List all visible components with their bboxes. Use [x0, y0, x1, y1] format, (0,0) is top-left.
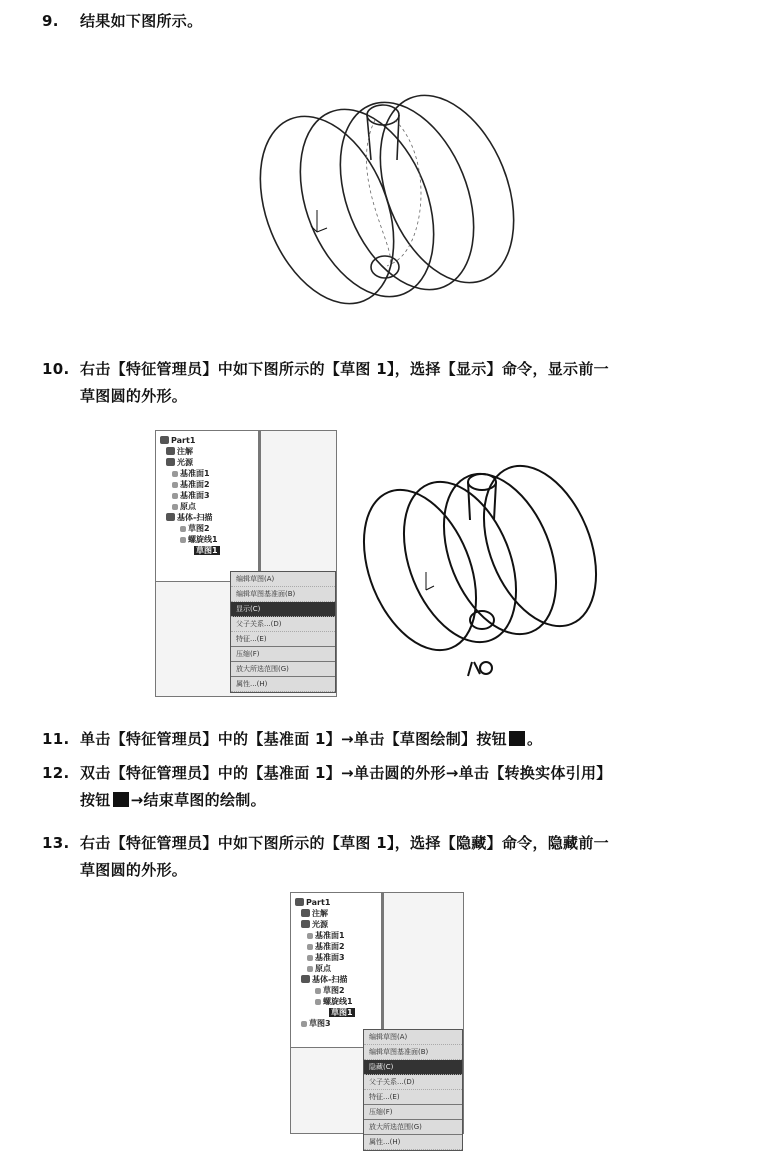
tree-item[interactable]: 原点 — [295, 963, 381, 974]
step-text-cont: 按钮 →结束草图的绘制。 — [80, 791, 266, 809]
tree-item[interactable]: 基体-扫描 — [160, 512, 258, 523]
tree-item[interactable]: 光源 — [295, 919, 381, 930]
menu-item[interactable]: 编辑草图基准面(B) — [231, 587, 335, 602]
plane-icon — [172, 482, 178, 488]
tree-item[interactable]: Part1 — [295, 897, 381, 908]
tree-item[interactable]: 基体-扫描 — [295, 974, 381, 985]
light-icon — [301, 920, 310, 928]
sweep-icon — [301, 975, 310, 983]
menu-item[interactable]: 编辑草图基准面(B) — [364, 1045, 462, 1060]
part-icon — [295, 898, 304, 906]
tree-item[interactable]: 基准面3 — [160, 490, 258, 501]
step-text-cont: 草图圆的外形。 — [80, 861, 188, 879]
sketch-icon — [180, 526, 186, 532]
step-13 — [42, 830, 762, 884]
tree-item[interactable]: 基准面2 — [160, 479, 258, 490]
step-number: 12. — [42, 764, 70, 782]
menu-item[interactable]: 属性...(H) — [364, 1135, 462, 1150]
step-9 — [42, 8, 762, 35]
step-text: 双击【特征管理员】中的【基准面 1】→单击圆的外形→单击【转换实体引用】 — [80, 764, 612, 782]
tree-item[interactable]: 草图2 — [160, 523, 258, 534]
step-number: 13. — [42, 834, 70, 852]
step-text-end: 。 — [526, 730, 543, 748]
tree-item[interactable]: 基准面1 — [295, 930, 381, 941]
annotation-icon — [166, 447, 175, 455]
plane-icon — [307, 944, 313, 950]
menu-item[interactable]: 特征...(E) — [231, 632, 335, 647]
step-number: 11. — [42, 730, 70, 748]
tree-item[interactable]: 螺旋线1 — [160, 534, 258, 545]
step-number: 9. — [42, 12, 59, 30]
tree-item[interactable]: 注解 — [160, 446, 258, 457]
feature-tree — [156, 431, 261, 582]
tree-item[interactable]: 基准面3 — [295, 952, 381, 963]
feature-manager-screenshot-2 — [290, 892, 464, 1146]
step-11 — [42, 726, 762, 753]
menu-item[interactable]: 放大所选范围(G) — [364, 1120, 462, 1135]
sketch-button-icon — [509, 731, 525, 746]
menu-item-hide[interactable]: 隐藏(C) — [364, 1060, 462, 1075]
origin-icon — [172, 504, 178, 510]
step-text: 右击【特征管理员】中如下图所示的【草图 1】，选择【隐藏】命令，隐藏前一 — [80, 834, 609, 852]
light-icon — [166, 458, 175, 466]
menu-item[interactable]: 放大所选范围(G) — [231, 662, 335, 677]
feature-manager-screenshot-1 — [155, 430, 337, 697]
tree-item[interactable]: 基准面2 — [295, 941, 381, 952]
tree-item[interactable]: 草图2 — [295, 985, 381, 996]
plane-icon — [307, 933, 313, 939]
menu-item[interactable]: 属性...(H) — [231, 677, 335, 692]
menu-item[interactable]: 特征...(E) — [364, 1090, 462, 1105]
menu-item[interactable]: 压缩(F) — [231, 647, 335, 662]
step-text-cont: 草图圆的外形。 — [80, 387, 188, 405]
tree-item[interactable]: Part1 — [160, 435, 258, 446]
sweep-icon — [166, 513, 175, 521]
menu-item-show[interactable]: 显示(C) — [231, 602, 335, 617]
tree-item-selected[interactable]: 草图1 — [196, 546, 218, 555]
helix-figure-2 — [360, 440, 620, 685]
helix-figure-1 — [255, 60, 525, 335]
part-icon — [160, 436, 169, 444]
origin-icon — [307, 966, 313, 972]
step-text: 右击【特征管理员】中如下图所示的【草图 1】，选择【显示】命令，显示前一 — [80, 360, 609, 378]
convert-entities-button-icon — [113, 792, 129, 807]
menu-item[interactable]: 压缩(F) — [364, 1105, 462, 1120]
tree-item[interactable]: 基准面1 — [160, 468, 258, 479]
menu-item[interactable]: 父子关系...(D) — [364, 1075, 462, 1090]
sketch-icon — [301, 1021, 307, 1027]
tree-item[interactable]: 螺旋线1 — [295, 996, 381, 1007]
plane-icon — [172, 471, 178, 477]
plane-icon — [172, 493, 178, 499]
tree-item[interactable]: 原点 — [160, 501, 258, 512]
menu-item[interactable]: 编辑草图(A) — [231, 572, 335, 587]
tree-item[interactable]: 草图3 — [295, 1018, 381, 1029]
step-text: 结果如下图所示。 — [80, 12, 203, 30]
menu-item[interactable]: 编辑草图(A) — [364, 1030, 462, 1045]
sketch-icon — [315, 988, 321, 994]
helix-icon — [315, 999, 321, 1005]
annotation-icon — [301, 909, 310, 917]
menu-item[interactable]: 父子关系...(D) — [231, 617, 335, 632]
tree-item[interactable]: 注解 — [295, 908, 381, 919]
step-text: 单击【特征管理员】中的【基准面 1】→单击【草图绘制】按钮 — [80, 730, 507, 748]
context-menu — [230, 571, 336, 693]
tree-item-selected[interactable]: 草图1 — [331, 1008, 353, 1017]
step-number: 10. — [42, 360, 70, 378]
context-menu — [363, 1029, 463, 1151]
plane-icon — [307, 955, 313, 961]
step-10 — [42, 356, 762, 410]
feature-tree — [291, 893, 384, 1048]
helix-icon — [180, 537, 186, 543]
tree-item[interactable]: 光源 — [160, 457, 258, 468]
step-12 — [42, 760, 762, 814]
